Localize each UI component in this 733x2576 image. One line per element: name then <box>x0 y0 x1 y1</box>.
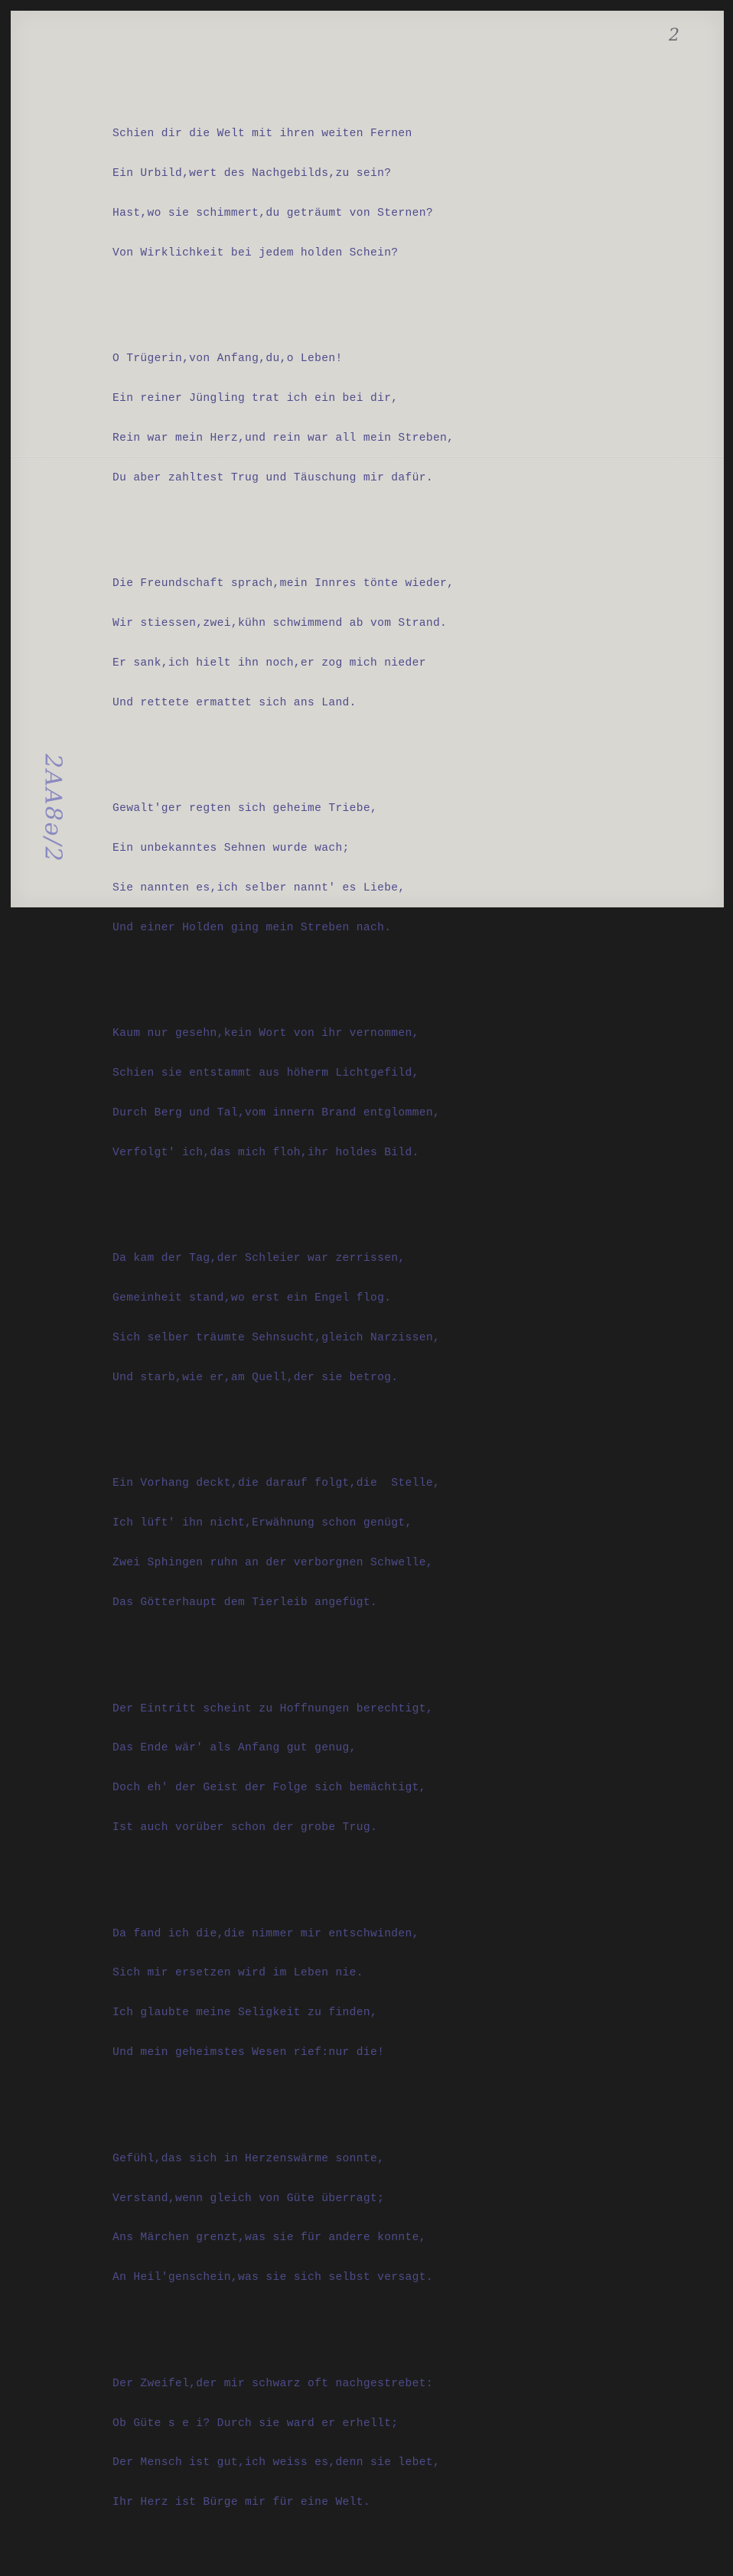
poem-line: Sich mir ersetzen wird im Leben nie. <box>112 1967 363 1980</box>
poem-line: Die Freundschaft sprach,mein Innres tönte wieder, <box>112 578 454 591</box>
poem-line: Von Wirklichkeit bei jedem holden Schein? <box>112 246 399 259</box>
document-page <box>11 11 724 2509</box>
stanza <box>112 552 526 737</box>
poem-line: Und einer Holden ging mein Streben nach. <box>112 922 392 934</box>
poem-line: Sich selber träumte Sehnsucht,gleich Narzissen, <box>112 1332 441 1345</box>
poem-line: Ein unbekanntes Sehnen wurde wach; <box>112 842 350 855</box>
poem-line: Der Eintritt scheint zu Hoffnungen berechtigt, <box>112 1702 433 1715</box>
poem-line: Ein Urbild,wert des Nachgebilds,zu sein? <box>112 168 392 181</box>
poem-line: Durch Berg und Tal,vom innern Brand entglommen, <box>112 1107 441 1120</box>
stanza <box>112 2351 526 2536</box>
stanza <box>112 1001 526 1187</box>
poem-line: Ich glaubte meine Seligkeit zu finden, <box>112 2007 378 2020</box>
poem-line: Verfolgt' ich,das mich floh,ihr holdes Bild. <box>112 1147 419 1160</box>
poem-line: Zwei Sphingen ruhn an der verborgnen Schwelle, <box>112 1557 433 1570</box>
poem-line: Der Zweifel,der mir schwarz oft nachgestrebet: <box>112 2377 433 2390</box>
poem-line: Du aber zahltest Trug und Täuschung mir dafür. <box>112 471 433 484</box>
stanza <box>112 1676 526 1861</box>
poem-line: Das Ende wär' als Anfang gut genug, <box>112 1742 357 1755</box>
poem-line: Er sank,ich hielt ihn noch,er zog mich nieder <box>112 657 426 670</box>
poem-line: Doch eh' der Geist der Folge sich bemächtigt, <box>112 1782 426 1795</box>
poem-line: An Heil'genschein,was sie sich selbst versagt. <box>112 2272 433 2285</box>
poem-line: O Trügerin,von Anfang,du,o Leben! <box>112 353 343 366</box>
poem-line: Ans Märchen grenzt,was sie für andere konnte, <box>112 2232 426 2245</box>
poem-line: Ich lüft' ihn nicht,Erwähnung schon genügt, <box>112 1517 412 1530</box>
poem-line: Ist auch vorüber schon der grobe Trug. <box>112 1822 378 1835</box>
poem-line: Da kam der Tag,der Schleier war zerrissen, <box>112 1252 406 1265</box>
stanza <box>112 327 526 512</box>
poem-line: Gefühl,das sich in Herzenswärme sonnte, <box>112 2152 385 2165</box>
stanza <box>112 777 526 962</box>
poem-line: Ein Vorhang deckt,die darauf folgt,die Stelle, <box>112 1477 441 1490</box>
stanza <box>112 2126 526 2311</box>
poem-line: Sie nannten es,ich selber nannt' es Liebe, <box>112 882 406 895</box>
stanza <box>112 102 526 287</box>
stanza <box>112 1226 526 1412</box>
poem-line: Das Götterhaupt dem Tierleib angefügt. <box>112 1597 378 1610</box>
poem-line: Kaum nur gesehn,kein Wort von ihr vernommen, <box>112 1027 419 1040</box>
poem-line: Gemeinheit stand,wo erst ein Engel flog. <box>112 1292 392 1305</box>
poem-line: Und starb,wie er,am Quell,der sie betrog. <box>112 1372 399 1385</box>
stanza <box>112 1901 526 2086</box>
poem-line: Der Mensch ist gut,ich weiss es,denn sie lebet, <box>112 2457 441 2470</box>
poem-text <box>112 75 526 2576</box>
poem-line: Verstand,wenn gleich von Güte überragt; <box>112 2192 385 2205</box>
archive-note-text: 2AA8ǝ/2 <box>39 754 67 863</box>
poem-line: Da fand ich die,die nimmer mir entschwinden, <box>112 1927 419 1940</box>
poem-line: Gewalt'ger regten sich geheime Triebe, <box>112 803 378 816</box>
poem-line: Und mein geheimstes Wesen rief:nur die! <box>112 2047 385 2060</box>
stanza <box>112 1451 526 1636</box>
poem-line: Schien sie entstammt aus höherm Lichtgefild, <box>112 1067 419 1080</box>
poem-line: Schien dir die Welt mit ihren weiten Fernen <box>112 128 412 141</box>
poem-line: Ob Güte s e i? Durch sie ward er erhellt; <box>112 2417 399 2430</box>
poem-line: Ein reiner Jüngling trat ich ein bei dir, <box>112 392 399 405</box>
poem-line: Ihr Herz ist Bürge mir für eine Welt. <box>112 2496 370 2509</box>
page-number: 2 <box>669 26 679 45</box>
archive-pencil-note <box>23 754 67 863</box>
poem-line: Wir stiessen,zwei,kühn schwimmend ab vom Strand. <box>112 617 448 630</box>
poem-line: Rein war mein Herz,und rein war all mein Streben, <box>112 432 454 445</box>
poem-line: Hast,wo sie schimmert,du geträumt von Sternen? <box>112 207 433 220</box>
poem-line: Und rettete ermattet sich ans Land. <box>112 696 357 709</box>
